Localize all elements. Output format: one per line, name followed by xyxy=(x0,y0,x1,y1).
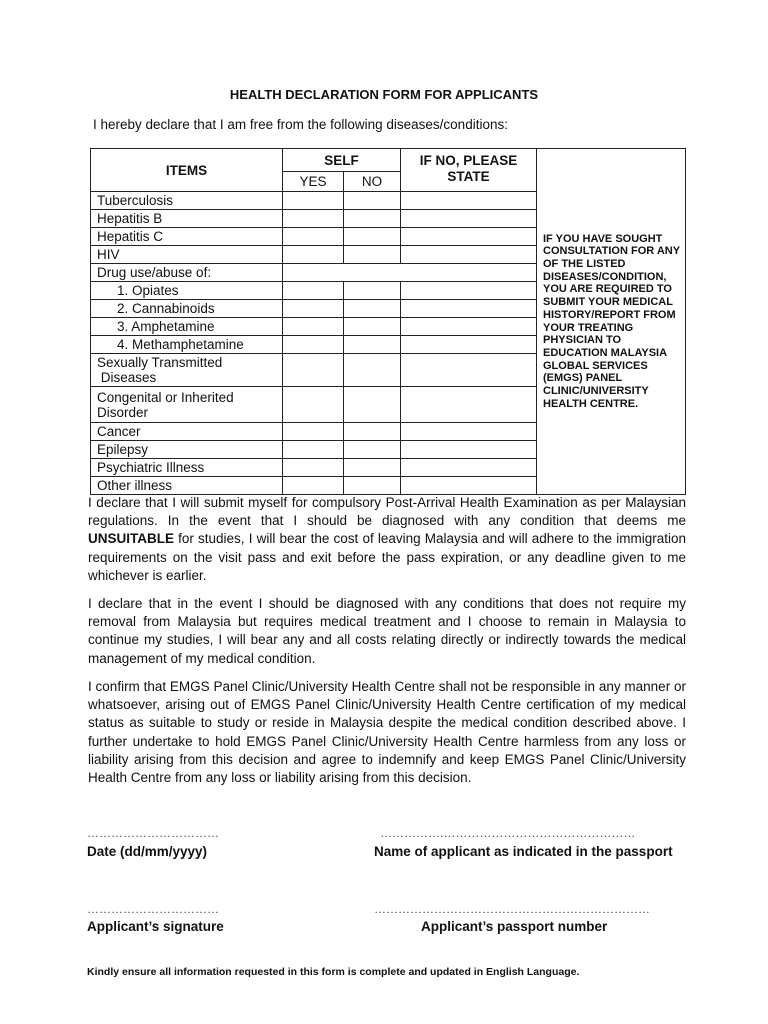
item-congenital-line2: Disorder xyxy=(97,404,149,420)
item-congenital-inherited-disorder xyxy=(91,387,283,423)
item-methamphetamine: 4. Methamphetamine xyxy=(91,336,283,354)
signature-label: Applicant’s signature xyxy=(87,919,224,934)
declaration-table xyxy=(90,148,686,495)
no-checkbox-methamphetamine[interactable] xyxy=(344,336,401,354)
item-hepatitis-c: Hepatitis C xyxy=(91,228,283,246)
no-header: NO xyxy=(344,172,401,192)
no-checkbox-hepatitis-c[interactable] xyxy=(344,228,401,246)
item-sexually-transmitted-line2: Diseases xyxy=(97,370,157,385)
no-checkbox-psychiatric-illness[interactable] xyxy=(344,459,401,477)
state-field-hepatitis-c[interactable] xyxy=(401,228,537,246)
state-field-opiates[interactable] xyxy=(401,282,537,300)
item-sexually-transmitted-diseases xyxy=(91,354,283,387)
item-hepatitis-b: Hepatitis B xyxy=(91,210,283,228)
state-field-cancer[interactable] xyxy=(401,423,537,441)
medical-history-note: IF YOU HAVE SOUGHT CONSULTATION FOR ANY OF THE LISTED DISEASES/CONDITION, YOU ARE REQUIRED TO SUBMIT YOUR MEDICAL HISTORY/REPORT FROM YOUR TREATING PHYSICIAN TO EDUCATION MALAYSIA GLOBAL SERVICES (EMGS) PANEL CLINIC/UNIVERSITY HEALTH CENTRE. xyxy=(537,149,686,495)
declaration-paragraph-liability: I confirm that EMGS Panel Clinic/University Health Centre shall not be responsible in any manner or whatsoever, arising out of EMGS Panel Clinic/University Health Centre certification of my medical status as suitable to study or reside in Malaysia despite the medical condition described above. I further undertake to hold EMGS Panel Clinic/University Health Centre harmless from any loss or liability arising from this decision and agree to indemnify and keep EMGS Panel Clinic/University Health Centre from any loss or liability arising from this decision. xyxy=(88,679,686,786)
footnote: Kindly ensure all information requested in this form is complete and updated in English Language. xyxy=(87,966,580,978)
yes-checkbox-tuberculosis[interactable] xyxy=(283,192,344,210)
yes-checkbox-cannabinoids[interactable] xyxy=(283,300,344,318)
item-epilepsy: Epilepsy xyxy=(91,441,283,459)
item-congenital-line1: Congenital or Inherited xyxy=(97,389,234,405)
no-checkbox-tuberculosis[interactable] xyxy=(344,192,401,210)
state-field-sexually-transmitted-diseases[interactable] xyxy=(401,354,537,387)
no-checkbox-amphetamine[interactable] xyxy=(344,318,401,336)
name-input-line[interactable]: …………….………………………………………… xyxy=(380,826,636,840)
no-checkbox-cancer[interactable] xyxy=(344,423,401,441)
item-sexually-transmitted-line1: Sexually Transmitted xyxy=(97,355,223,370)
yes-checkbox-sexually-transmitted-diseases[interactable] xyxy=(283,354,344,387)
declaration-paragraph-post-arrival xyxy=(88,494,686,585)
form-title: HEALTH DECLARATION FORM FOR APPLICANTS xyxy=(229,87,539,102)
if-no-header-line1: IF NO, PLEASE xyxy=(419,153,518,168)
yes-checkbox-congenital-disorder[interactable] xyxy=(283,387,344,423)
yes-checkbox-hiv[interactable] xyxy=(283,246,344,264)
state-field-hiv[interactable] xyxy=(401,246,537,264)
yes-header: YES xyxy=(283,172,344,192)
p1-text-b: for studies, I will bear the cost of leaving Malaysia and will adhere to the immigration requirements on the visit pass and exit before the pass expiration, or any deadline given to me whichever is earlier. xyxy=(88,531,686,583)
no-checkbox-sexually-transmitted-diseases[interactable] xyxy=(344,354,401,387)
state-field-epilepsy[interactable] xyxy=(401,441,537,459)
passport-number-label: Applicant’s passport number xyxy=(421,919,608,934)
state-field-congenital-disorder[interactable] xyxy=(401,387,537,423)
yes-checkbox-amphetamine[interactable] xyxy=(283,318,344,336)
no-checkbox-cannabinoids[interactable] xyxy=(344,300,401,318)
state-field-tuberculosis[interactable] xyxy=(401,192,537,210)
yes-checkbox-hepatitis-c[interactable] xyxy=(283,228,344,246)
state-field-amphetamine[interactable] xyxy=(401,318,537,336)
state-field-hepatitis-b[interactable] xyxy=(401,210,537,228)
item-psychiatric-illness: Psychiatric Illness xyxy=(91,459,283,477)
no-checkbox-epilepsy[interactable] xyxy=(344,441,401,459)
drug-use-blank xyxy=(283,264,537,282)
item-hiv: HIV xyxy=(91,246,283,264)
item-cannabinoids: 2. Cannabinoids xyxy=(91,300,283,318)
declaration-paragraph-costs: I declare that in the event I should be diagnosed with any conditions that does not require my removal from Malaysia but requires medical treatment and I choose to remain in Malaysia to continue my studies, I will bear any and all costs relating directly or indirectly towards the medical management of my medical condition. xyxy=(88,596,686,666)
no-checkbox-congenital-disorder[interactable] xyxy=(344,387,401,423)
item-drug-use: Drug use/abuse of: xyxy=(91,264,283,282)
if-no-header xyxy=(401,149,537,192)
no-checkbox-hiv[interactable] xyxy=(344,246,401,264)
no-checkbox-other-illness[interactable] xyxy=(344,477,401,495)
yes-checkbox-epilepsy[interactable] xyxy=(283,441,344,459)
if-no-header-line2: STATE xyxy=(447,169,490,184)
unsuitable-emphasis: UNSUITABLE xyxy=(88,531,174,547)
applicant-name-label: Name of applicant as indicated in the passport xyxy=(374,844,673,859)
state-field-cannabinoids[interactable] xyxy=(401,300,537,318)
yes-checkbox-methamphetamine[interactable] xyxy=(283,336,344,354)
date-input-line[interactable]: …………………………… xyxy=(87,826,219,840)
yes-checkbox-opiates[interactable] xyxy=(283,282,344,300)
state-field-other-illness[interactable] xyxy=(401,477,537,495)
item-cancer: Cancer xyxy=(91,423,283,441)
item-tuberculosis: Tuberculosis xyxy=(91,192,283,210)
yes-checkbox-cancer[interactable] xyxy=(283,423,344,441)
items-header: ITEMS xyxy=(91,149,283,192)
item-other-illness: Other illness xyxy=(91,477,283,495)
p1-text-a: I declare that I will submit myself for compulsory Post-Arrival Health Examination as per Malaysian regulations. In the event that I should be diagnosed with any condition that deems me xyxy=(88,495,686,529)
no-checkbox-opiates[interactable] xyxy=(344,282,401,300)
intro-statement: I hereby declare that I am free from the following diseases/conditions: xyxy=(93,117,508,132)
date-label: Date (dd/mm/yyyy) xyxy=(87,844,208,859)
state-field-psychiatric-illness[interactable] xyxy=(401,459,537,477)
state-field-methamphetamine[interactable] xyxy=(401,336,537,354)
yes-checkbox-hepatitis-b[interactable] xyxy=(283,210,344,228)
self-header: SELF xyxy=(283,149,401,172)
signature-input-line[interactable]: …………………………… xyxy=(87,902,219,916)
item-amphetamine: 3. Amphetamine xyxy=(91,318,283,336)
yes-checkbox-other-illness[interactable] xyxy=(283,477,344,495)
yes-checkbox-psychiatric-illness[interactable] xyxy=(283,459,344,477)
no-checkbox-hepatitis-b[interactable] xyxy=(344,210,401,228)
passport-input-line[interactable]: …………………………………………………………… xyxy=(374,902,650,916)
item-opiates: 1. Opiates xyxy=(91,282,283,300)
